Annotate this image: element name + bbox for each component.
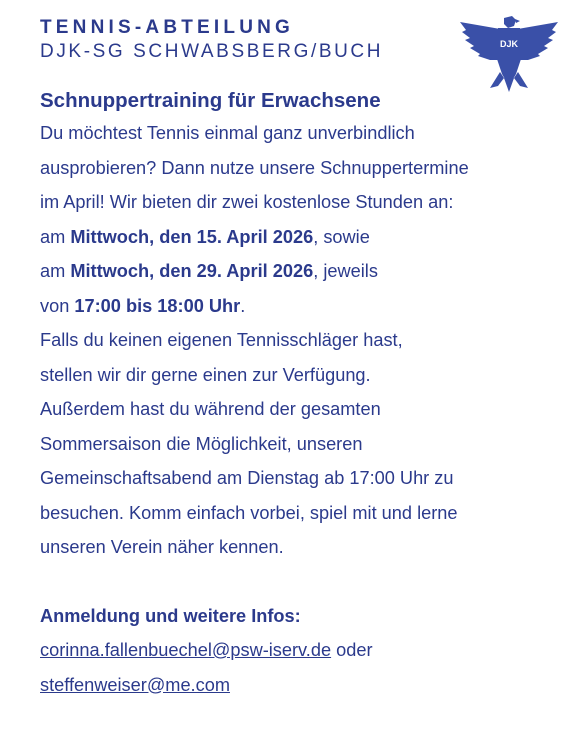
body-line: Falls du keinen eigenen Tennisschläger hast, [40, 330, 403, 350]
contact-title: Anmeldung und weitere Infos: [40, 605, 301, 626]
time-suffix: . [240, 295, 246, 316]
body-line: ausprobieren? Dann nutze unsere Schnuppertermine [40, 157, 469, 178]
date-line-2 [40, 254, 560, 289]
body-line: stellen wir dir gerne einen zur Verfügung. [40, 364, 371, 385]
body-line: besuchen. Komm einfach vorbei, spiel mit und lerne [40, 502, 458, 523]
date2-text: Mittwoch, den 29. April 2026 [70, 261, 314, 281]
time-text: 17:00 bis 18:00 Uhr [74, 295, 241, 316]
body-line: Außerdem hast du während der gesamten [40, 399, 381, 419]
header [40, 16, 383, 64]
email-link-1[interactable]: corinna.fallenbuechel@psw-iserv.de [40, 640, 332, 660]
date-line-1 [40, 220, 560, 255]
org-title: TENNIS-ABTEILUNG [40, 17, 295, 38]
time-line [40, 289, 560, 324]
main-content [40, 86, 560, 702]
body-line: Du möchtest Tennis einmal ganz unverbindlich [40, 123, 415, 143]
date1-suffix: , sowie [313, 226, 370, 247]
date1-text: Mittwoch, den 15. April 2026 [70, 226, 314, 247]
time-prefix: von [40, 295, 75, 316]
body-line: Gemeinschaftsabend am Dienstag ab 17:00 Uhr zu [40, 468, 454, 488]
page-title: Schnuppertraining für Erwachsene [40, 89, 381, 112]
org-subtitle: DJK-SG SCHWABSBERG/BUCH [40, 41, 384, 62]
spacer [40, 565, 560, 599]
body-line: Sommersaison die Möglichkeit, unseren [40, 433, 363, 454]
date2-prefix: am [40, 261, 71, 281]
email-link-2[interactable]: steffenweiser@me.com [40, 674, 230, 695]
contact-line-1 [40, 633, 560, 668]
date1-prefix: am [40, 226, 71, 247]
body-line: im April! Wir bieten dir zwei kostenlose Stunden an: [40, 192, 454, 212]
body-line: unseren Verein näher kennen. [40, 537, 284, 557]
date2-suffix: , jeweils [313, 261, 378, 281]
contact-connector: oder [331, 640, 373, 660]
contact-line-2 [40, 668, 560, 703]
logo-text: DJK [499, 39, 519, 49]
djk-eagle-logo-icon [460, 16, 558, 92]
